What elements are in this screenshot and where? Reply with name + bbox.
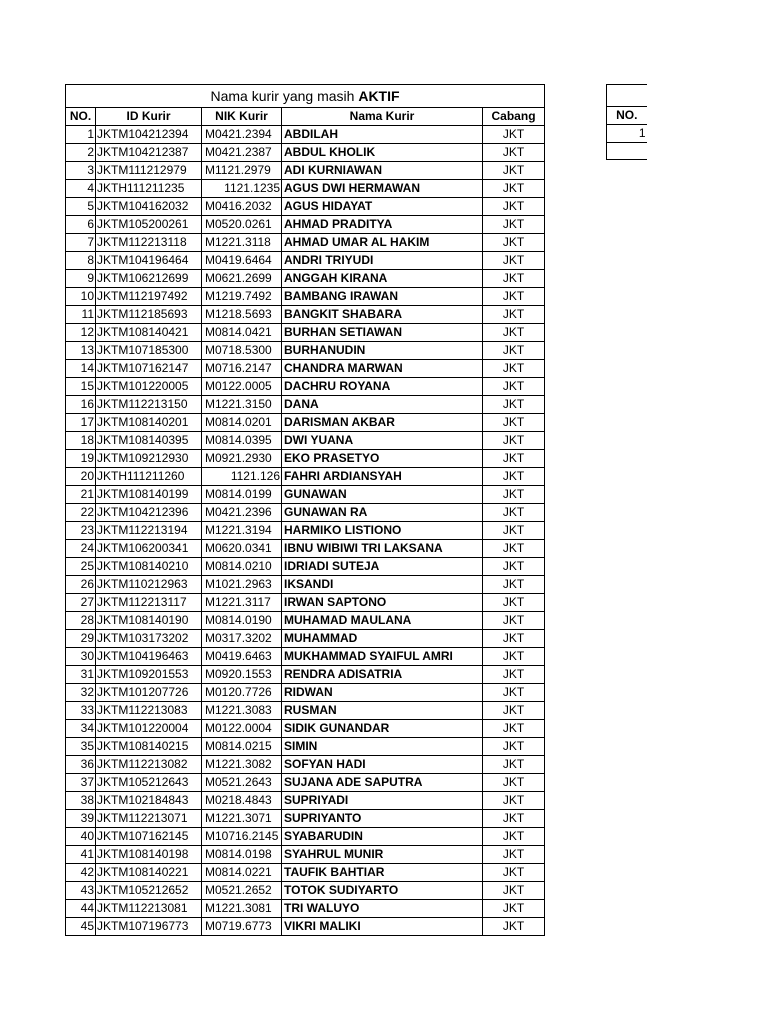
table-row — [66, 360, 545, 378]
cell-no: 7 — [66, 234, 96, 252]
cell-nama-kurir: TOTOK SUDIYARTO — [282, 882, 483, 900]
cell-id-kurir: JKTM105212652 — [96, 882, 202, 900]
table-title-row — [66, 85, 545, 108]
cell-cabang: JKT — [483, 882, 545, 900]
cell-nama-kurir: ABDILAH — [282, 126, 483, 144]
side-row — [607, 143, 647, 160]
cell-nama-kurir: AGUS HIDAYAT — [282, 198, 483, 216]
cell-id-kurir: JKTM104196463 — [96, 648, 202, 666]
cell-nik-kurir: 1121.1235 — [202, 180, 282, 198]
table-title — [66, 85, 545, 108]
cell-nik-kurir: M1218.5693 — [202, 306, 282, 324]
cell-no: 24 — [66, 540, 96, 558]
table-row — [66, 450, 545, 468]
cell-no: 27 — [66, 594, 96, 612]
cell-id-kurir: JKTM112213082 — [96, 756, 202, 774]
cell-id-kurir: JKTM112213117 — [96, 594, 202, 612]
cell-id-kurir: JKTH111211235 — [96, 180, 202, 198]
cell-no: 32 — [66, 684, 96, 702]
courier-table — [65, 84, 545, 936]
cell-cabang: JKT — [483, 594, 545, 612]
cell-cabang: JKT — [483, 558, 545, 576]
cell-nama-kurir: DACHRU ROYANA — [282, 378, 483, 396]
table-row — [66, 612, 545, 630]
table-row — [66, 234, 545, 252]
cell-id-kurir: JKTM108140215 — [96, 738, 202, 756]
cell-cabang: JKT — [483, 666, 545, 684]
cell-nama-kurir: MUHAMAD MAULANA — [282, 612, 483, 630]
cell-nama-kurir: RUSMAN — [282, 702, 483, 720]
cell-id-kurir: JKTM108140199 — [96, 486, 202, 504]
cell-no: 14 — [66, 360, 96, 378]
cell-nama-kurir: IRWAN SAPTONO — [282, 594, 483, 612]
table-row — [66, 648, 545, 666]
cell-cabang: JKT — [483, 756, 545, 774]
cell-id-kurir: JKTM108140421 — [96, 324, 202, 342]
cell-nik-kurir: M1221.3071 — [202, 810, 282, 828]
cell-cabang: JKT — [483, 738, 545, 756]
cell-cabang: JKT — [483, 180, 545, 198]
cell-cabang: JKT — [483, 846, 545, 864]
table-row — [66, 378, 545, 396]
cell-nik-kurir: M0317.3202 — [202, 630, 282, 648]
cell-no: 4 — [66, 180, 96, 198]
cell-nik-kurir: M0814.0198 — [202, 846, 282, 864]
table-row — [66, 522, 545, 540]
cell-nik-kurir: M0814.0210 — [202, 558, 282, 576]
cell-id-kurir: JKTM107185300 — [96, 342, 202, 360]
cell-nik-kurir: M1221.3117 — [202, 594, 282, 612]
header-id-kurir: ID Kurir — [96, 108, 202, 126]
table-row — [66, 666, 545, 684]
cell-no: 6 — [66, 216, 96, 234]
header-cabang: Cabang — [483, 108, 545, 126]
cell-nik-kurir: M0521.2652 — [202, 882, 282, 900]
table-row — [66, 432, 545, 450]
cell-id-kurir: JKTM107162147 — [96, 360, 202, 378]
cell-nik-kurir: M0419.6463 — [202, 648, 282, 666]
cell-no: 38 — [66, 792, 96, 810]
cell-id-kurir: JKTM112197492 — [96, 288, 202, 306]
side-table-body — [607, 85, 647, 160]
cell-nik-kurir: M0814.0201 — [202, 414, 282, 432]
table-body — [66, 126, 545, 936]
cell-no: 17 — [66, 414, 96, 432]
cell-nik-kurir: M0521.2643 — [202, 774, 282, 792]
cell-nama-kurir: FAHRI ARDIANSYAH — [282, 468, 483, 486]
cell-nik-kurir: M1221.3083 — [202, 702, 282, 720]
title-prefix: Nama kurir yang masih — [210, 88, 359, 104]
cell-id-kurir: JKTM102184843 — [96, 792, 202, 810]
cell-id-kurir: JKTM108140210 — [96, 558, 202, 576]
cell-no: 31 — [66, 666, 96, 684]
cell-no: 25 — [66, 558, 96, 576]
cell-nama-kurir: DANA — [282, 396, 483, 414]
cell-cabang: JKT — [483, 720, 545, 738]
table-row — [66, 414, 545, 432]
cell-no: 15 — [66, 378, 96, 396]
cell-id-kurir: JKTM106200341 — [96, 540, 202, 558]
cell-nik-kurir: M0814.0199 — [202, 486, 282, 504]
cell-id-kurir: JKTM106212699 — [96, 270, 202, 288]
cell-id-kurir: JKTM103173202 — [96, 630, 202, 648]
cell-id-kurir: JKTM101220004 — [96, 720, 202, 738]
cell-no: 45 — [66, 918, 96, 936]
cell-cabang: JKT — [483, 162, 545, 180]
cell-cabang: JKT — [483, 576, 545, 594]
cell-id-kurir: JKTM111212979 — [96, 162, 202, 180]
cell-nik-kurir: M0122.0005 — [202, 378, 282, 396]
cell-cabang: JKT — [483, 252, 545, 270]
cell-no: 3 — [66, 162, 96, 180]
cell-id-kurir: JKTM108140198 — [96, 846, 202, 864]
cell-nama-kurir: VIKRI MALIKI — [282, 918, 483, 936]
table-row — [66, 684, 545, 702]
side-header-no: NO. — [607, 107, 647, 125]
cell-cabang: JKT — [483, 306, 545, 324]
cell-no: 39 — [66, 810, 96, 828]
cell-nama-kurir: SYABARUDIN — [282, 828, 483, 846]
table-row — [66, 126, 545, 144]
cell-id-kurir: JKTM105212643 — [96, 774, 202, 792]
cell-nik-kurir: M0920.1553 — [202, 666, 282, 684]
cell-nik-kurir: M0421.2387 — [202, 144, 282, 162]
cell-nik-kurir: M1121.2979 — [202, 162, 282, 180]
cell-no: 28 — [66, 612, 96, 630]
cell-nik-kurir: M0520.0261 — [202, 216, 282, 234]
cell-cabang: JKT — [483, 324, 545, 342]
side-header-row — [607, 107, 647, 125]
cell-nama-kurir: TRI WALUYO — [282, 900, 483, 918]
cell-nik-kurir: M1221.3118 — [202, 234, 282, 252]
cell-no: 10 — [66, 288, 96, 306]
cell-no: 16 — [66, 396, 96, 414]
cell-nik-kurir: M0419.6464 — [202, 252, 282, 270]
cell-cabang: JKT — [483, 216, 545, 234]
cell-no: 44 — [66, 900, 96, 918]
cell-cabang: JKT — [483, 918, 545, 936]
cell-nama-kurir: AHMAD UMAR AL HAKIM — [282, 234, 483, 252]
table-row — [66, 756, 545, 774]
table-row — [66, 720, 545, 738]
table-row — [66, 288, 545, 306]
side-table — [606, 84, 647, 160]
cell-nama-kurir: IBNU WIBIWI TRI LAKSANA — [282, 540, 483, 558]
cell-nik-kurir: M0620.0341 — [202, 540, 282, 558]
cell-nama-kurir: SUJANA ADE SAPUTRA — [282, 774, 483, 792]
cell-no: 23 — [66, 522, 96, 540]
cell-nama-kurir: SIDIK GUNANDAR — [282, 720, 483, 738]
table-row — [66, 180, 545, 198]
cell-cabang: JKT — [483, 360, 545, 378]
table-row — [66, 216, 545, 234]
cell-nama-kurir: SUPRIYADI — [282, 792, 483, 810]
cell-nik-kurir: M1221.3194 — [202, 522, 282, 540]
cell-no: 2 — [66, 144, 96, 162]
cell-nama-kurir: RIDWAN — [282, 684, 483, 702]
cell-nik-kurir: M10716.2145 — [202, 828, 282, 846]
cell-id-kurir: JKTM108140221 — [96, 864, 202, 882]
cell-id-kurir: JKTM104212387 — [96, 144, 202, 162]
cell-nama-kurir: DARISMAN AKBAR — [282, 414, 483, 432]
table-row — [66, 792, 545, 810]
cell-nik-kurir: M0621.2699 — [202, 270, 282, 288]
cell-nama-kurir: BURHANUDIN — [282, 342, 483, 360]
table-row — [66, 774, 545, 792]
cell-nama-kurir: BAMBANG IRAWAN — [282, 288, 483, 306]
cell-cabang: JKT — [483, 864, 545, 882]
cell-no: 22 — [66, 504, 96, 522]
cell-id-kurir: JKTM112185693 — [96, 306, 202, 324]
cell-cabang: JKT — [483, 612, 545, 630]
cell-id-kurir: JKTM112213071 — [96, 810, 202, 828]
cell-nik-kurir: M0716.2147 — [202, 360, 282, 378]
cell-nik-kurir: M0814.0395 — [202, 432, 282, 450]
cell-cabang: JKT — [483, 702, 545, 720]
cell-id-kurir: JKTM112213194 — [96, 522, 202, 540]
cell-cabang: JKT — [483, 774, 545, 792]
header-nik-kurir: NIK Kurir — [202, 108, 282, 126]
cell-id-kurir: JKTM101207726 — [96, 684, 202, 702]
cell-cabang: JKT — [483, 432, 545, 450]
cell-no: 34 — [66, 720, 96, 738]
cell-cabang: JKT — [483, 450, 545, 468]
cell-cabang: JKT — [483, 468, 545, 486]
side-cell-no — [607, 143, 647, 160]
side-row — [607, 125, 647, 143]
cell-cabang: JKT — [483, 540, 545, 558]
cell-cabang: JKT — [483, 630, 545, 648]
cell-id-kurir: JKTM109201553 — [96, 666, 202, 684]
cell-nama-kurir: AHMAD PRADITYA — [282, 216, 483, 234]
header-no: NO. — [66, 108, 96, 126]
cell-id-kurir: JKTM109212930 — [96, 450, 202, 468]
table-row — [66, 810, 545, 828]
cell-nik-kurir: M0814.0215 — [202, 738, 282, 756]
cell-nik-kurir: M0814.0221 — [202, 864, 282, 882]
cell-cabang: JKT — [483, 234, 545, 252]
table-row — [66, 540, 545, 558]
cell-id-kurir: JKTM112213118 — [96, 234, 202, 252]
cell-cabang: JKT — [483, 792, 545, 810]
table-row — [66, 576, 545, 594]
cell-cabang: JKT — [483, 684, 545, 702]
table-row — [66, 846, 545, 864]
cell-nama-kurir: DWI YUANA — [282, 432, 483, 450]
table-row — [66, 882, 545, 900]
cell-nama-kurir: CHANDRA MARWAN — [282, 360, 483, 378]
title-bold: AKTIF — [358, 88, 400, 104]
cell-id-kurir: JKTM105200261 — [96, 216, 202, 234]
cell-nik-kurir: 1121.126 — [202, 468, 282, 486]
cell-nama-kurir: BANGKIT SHABARA — [282, 306, 483, 324]
cell-id-kurir: JKTM107196773 — [96, 918, 202, 936]
cell-nama-kurir: ADI KURNIAWAN — [282, 162, 483, 180]
cell-id-kurir: JKTM107162145 — [96, 828, 202, 846]
cell-id-kurir: JKTM108140190 — [96, 612, 202, 630]
cell-nik-kurir: M0218.4843 — [202, 792, 282, 810]
cell-no: 26 — [66, 576, 96, 594]
cell-nik-kurir: M0416.2032 — [202, 198, 282, 216]
header-nama-kurir: Nama Kurir — [282, 108, 483, 126]
cell-no: 37 — [66, 774, 96, 792]
table-row — [66, 306, 545, 324]
cell-no: 35 — [66, 738, 96, 756]
table-row — [66, 918, 545, 936]
cell-no: 42 — [66, 864, 96, 882]
cell-id-kurir: JKTM104196464 — [96, 252, 202, 270]
table-row — [66, 468, 545, 486]
cell-nama-kurir: SUPRIYANTO — [282, 810, 483, 828]
cell-nama-kurir: ANDRI TRIYUDI — [282, 252, 483, 270]
cell-id-kurir: JKTM112213081 — [96, 900, 202, 918]
cell-nama-kurir: MUHAMMAD — [282, 630, 483, 648]
cell-no: 30 — [66, 648, 96, 666]
cell-cabang: JKT — [483, 648, 545, 666]
cell-nik-kurir: M0718.5300 — [202, 342, 282, 360]
cell-cabang: JKT — [483, 342, 545, 360]
table-row — [66, 396, 545, 414]
cell-cabang: JKT — [483, 198, 545, 216]
table-row — [66, 630, 545, 648]
cell-no: 20 — [66, 468, 96, 486]
cell-no: 13 — [66, 342, 96, 360]
cell-cabang: JKT — [483, 378, 545, 396]
cell-nik-kurir: M1021.2963 — [202, 576, 282, 594]
cell-nama-kurir: SOFYAN HADI — [282, 756, 483, 774]
cell-nama-kurir: SIMIN — [282, 738, 483, 756]
cell-no: 33 — [66, 702, 96, 720]
table-row — [66, 198, 545, 216]
cell-cabang: JKT — [483, 810, 545, 828]
table-row — [66, 864, 545, 882]
cell-nama-kurir: GUNAWAN RA — [282, 504, 483, 522]
cell-cabang: JKT — [483, 522, 545, 540]
table-row — [66, 504, 545, 522]
table-row — [66, 594, 545, 612]
cell-cabang: JKT — [483, 288, 545, 306]
cell-no: 18 — [66, 432, 96, 450]
cell-nama-kurir: SYAHRUL MUNIR — [282, 846, 483, 864]
cell-no: 9 — [66, 270, 96, 288]
cell-nik-kurir: M1221.3082 — [202, 756, 282, 774]
cell-nik-kurir: M0421.2394 — [202, 126, 282, 144]
cell-no: 40 — [66, 828, 96, 846]
cell-no: 43 — [66, 882, 96, 900]
cell-nama-kurir: RENDRA ADISATRIA — [282, 666, 483, 684]
cell-cabang: JKT — [483, 396, 545, 414]
cell-no: 8 — [66, 252, 96, 270]
table-row — [66, 252, 545, 270]
cell-cabang: JKT — [483, 828, 545, 846]
cell-nama-kurir: TAUFIK BAHTIAR — [282, 864, 483, 882]
cell-no: 41 — [66, 846, 96, 864]
cell-id-kurir: JKTM108140201 — [96, 414, 202, 432]
cell-cabang: JKT — [483, 414, 545, 432]
table-row — [66, 162, 545, 180]
cell-nik-kurir: M0719.6773 — [202, 918, 282, 936]
cell-cabang: JKT — [483, 504, 545, 522]
cell-nama-kurir: IKSANDI — [282, 576, 483, 594]
cell-id-kurir: JKTM104212396 — [96, 504, 202, 522]
cell-id-kurir: JKTM101220005 — [96, 378, 202, 396]
cell-no: 12 — [66, 324, 96, 342]
cell-no: 19 — [66, 450, 96, 468]
cell-cabang: JKT — [483, 270, 545, 288]
cell-nama-kurir: EKO PRASETYO — [282, 450, 483, 468]
cell-nama-kurir: IDRIADI SUTEJA — [282, 558, 483, 576]
cell-cabang: JKT — [483, 144, 545, 162]
header-row — [66, 108, 545, 126]
cell-nik-kurir: M0421.2396 — [202, 504, 282, 522]
table-row — [66, 828, 545, 846]
cell-no: 1 — [66, 126, 96, 144]
cell-no: 36 — [66, 756, 96, 774]
side-cell-no: 1 — [607, 125, 647, 143]
table-row — [66, 900, 545, 918]
cell-nik-kurir: M0921.2930 — [202, 450, 282, 468]
cell-nik-kurir: M0120.7726 — [202, 684, 282, 702]
table-row — [66, 702, 545, 720]
cell-id-kurir: JKTM104212394 — [96, 126, 202, 144]
cell-no: 5 — [66, 198, 96, 216]
cell-cabang: JKT — [483, 900, 545, 918]
cell-nama-kurir: ABDUL KHOLIK — [282, 144, 483, 162]
table-row — [66, 324, 545, 342]
cell-no: 29 — [66, 630, 96, 648]
cell-cabang: JKT — [483, 486, 545, 504]
cell-nama-kurir: ANGGAH KIRANA — [282, 270, 483, 288]
cell-nama-kurir: BURHAN SETIAWAN — [282, 324, 483, 342]
cell-nama-kurir: AGUS DWI HERMAWAN — [282, 180, 483, 198]
cell-nama-kurir: HARMIKO LISTIONO — [282, 522, 483, 540]
cell-id-kurir: JKTM108140395 — [96, 432, 202, 450]
cell-id-kurir: JKTM104162032 — [96, 198, 202, 216]
cell-nik-kurir: M0814.0190 — [202, 612, 282, 630]
cell-nik-kurir: M1221.3150 — [202, 396, 282, 414]
cell-no: 21 — [66, 486, 96, 504]
cell-cabang: JKT — [483, 126, 545, 144]
cell-nik-kurir: M0814.0421 — [202, 324, 282, 342]
table-row — [66, 270, 545, 288]
cell-id-kurir: JKTM110212963 — [96, 576, 202, 594]
cell-no: 11 — [66, 306, 96, 324]
table-row — [66, 558, 545, 576]
cell-nama-kurir: MUKHAMMAD SYAIFUL AMRI — [282, 648, 483, 666]
cell-nama-kurir: GUNAWAN — [282, 486, 483, 504]
cell-nik-kurir: M1219.7492 — [202, 288, 282, 306]
table-row — [66, 342, 545, 360]
cell-nik-kurir: M0122.0004 — [202, 720, 282, 738]
table-row — [66, 486, 545, 504]
table-row — [66, 144, 545, 162]
cell-id-kurir: JKTM112213150 — [96, 396, 202, 414]
side-title-row — [607, 85, 647, 107]
cell-id-kurir: JKTH111211260 — [96, 468, 202, 486]
side-title-cell — [607, 85, 647, 107]
cell-id-kurir: JKTM112213083 — [96, 702, 202, 720]
table-row — [66, 738, 545, 756]
cell-nik-kurir: M1221.3081 — [202, 900, 282, 918]
